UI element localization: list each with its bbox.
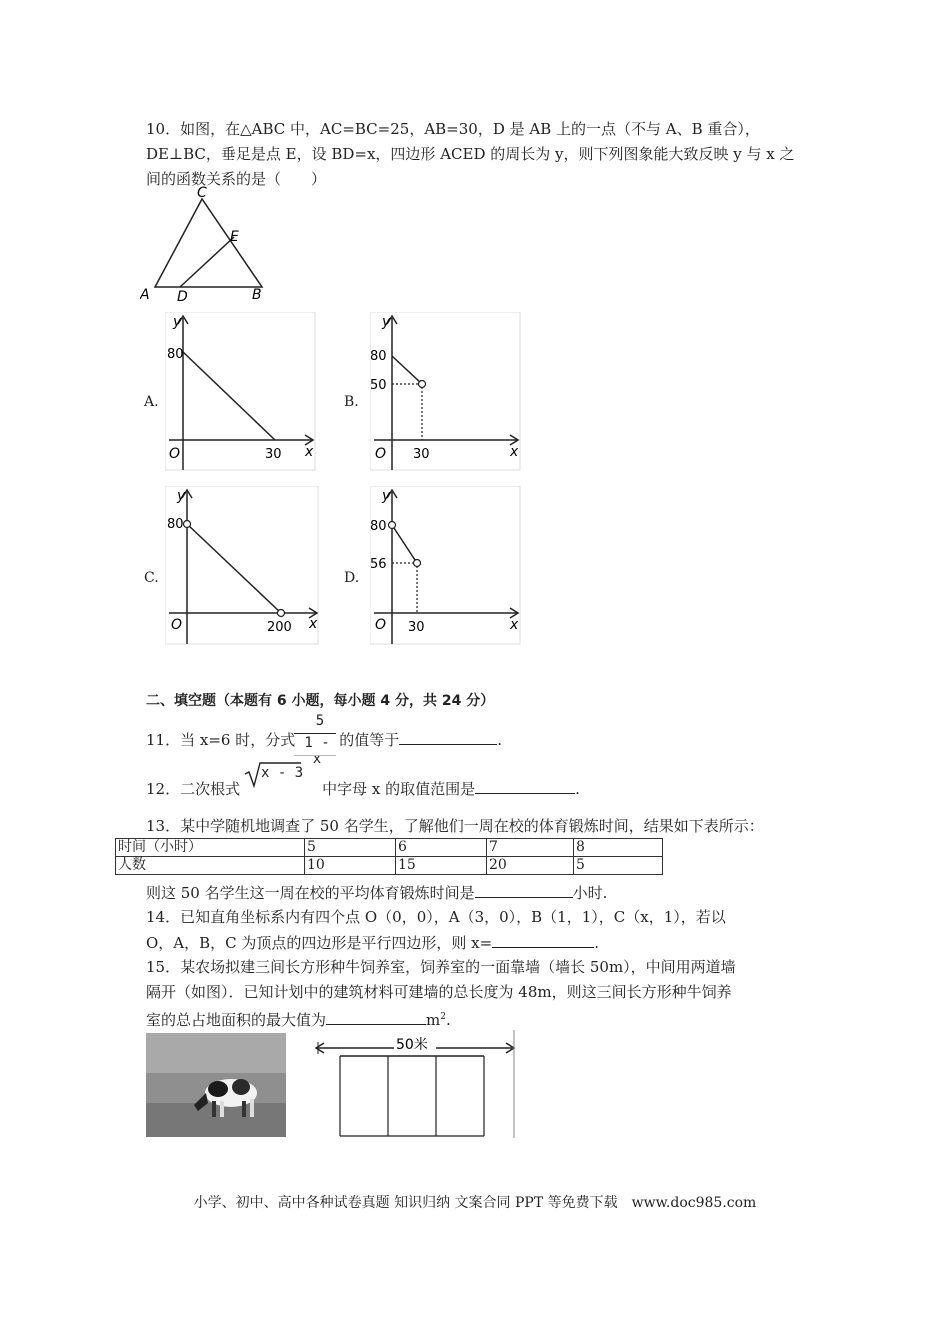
q11-end: .: [497, 731, 502, 749]
x-tick-200: 200: [267, 620, 292, 635]
q15-line2: 隔开（如图）．已知计划中的建筑材料可建墙的总长度为 48m，则这三间长方形种牛饲养: [146, 983, 732, 1001]
cow-photo: [146, 1033, 286, 1137]
origin-label: O: [375, 446, 387, 462]
y-tick-80: 80: [370, 349, 387, 364]
x-tick-30: 30: [408, 620, 425, 635]
enclosure-diagram: [310, 1030, 520, 1140]
option-a-graph: [165, 312, 317, 472]
triangle-figure: [140, 185, 270, 305]
q10-line3: 间的函数关系的是（ ）: [146, 170, 327, 188]
option-c-graph: [165, 486, 320, 646]
table-row: [116, 839, 663, 857]
table-cell: 5: [305, 839, 396, 857]
q14-line2: O，A，B，C 为顶点的四边形是平行四边形，则 x=: [146, 934, 493, 952]
label-d: D: [177, 289, 188, 305]
footer-text: 小学、初中、高中各种试卷真题 知识归纳 文案合同 PPT 等免费下载 www.doc985.com: [193, 1195, 757, 1211]
q11-suffix: 的值等于: [339, 731, 400, 749]
label-c: C: [197, 185, 207, 201]
y-tick-56: 56: [370, 557, 387, 572]
table-cell: 8: [574, 839, 663, 857]
x-axis-label: x: [305, 444, 314, 460]
q11-denominator: 1 - x: [304, 735, 330, 767]
x-tick-30: 30: [413, 447, 430, 462]
q15-line3-row: [146, 1006, 451, 1031]
origin-label: O: [169, 446, 181, 462]
y-tick-80: 80: [370, 519, 387, 534]
option-d-label: D.: [344, 570, 360, 586]
table-cell: 时间（小时）: [116, 839, 305, 857]
option-b-graph: [370, 312, 522, 472]
q12-radicand: x - 3: [261, 765, 304, 781]
y-tick-50: 50: [370, 378, 387, 393]
y-tick-80: 80: [167, 517, 184, 532]
q15-answer-blank: [326, 1008, 426, 1025]
x-axis-label: x: [510, 617, 519, 633]
table-row: [116, 857, 663, 875]
q10-line2: DE⊥BC，垂足是点 E，设 BD=x，四边形 ACED 的周长为 y，则下列图象能大致反映 y 与 x 之: [146, 145, 795, 163]
wall-length-label: 50米: [396, 1037, 428, 1053]
q11-numerator: 5: [315, 713, 325, 729]
table-cell: 20: [487, 857, 574, 875]
table-cell: 6: [396, 839, 487, 857]
q11-answer-blank: [399, 728, 497, 745]
option-d-graph: [370, 486, 522, 646]
q14-line1: 14．已知直角坐标系内有四个点 O（0，0），A（3，0），B（1，1），C（x，1），若以: [146, 908, 726, 926]
table-cell: 5: [574, 857, 663, 875]
option-b-label: B.: [344, 394, 359, 410]
label-b: B: [252, 287, 262, 303]
q15-line3: 室的总占地面积的最大值为: [146, 1011, 327, 1029]
y-axis-label: y: [382, 488, 391, 504]
q13-text: 13．某中学随机地调查了 50 名学生，了解他们一周在校的体育锻炼时间，结果如下表所示：: [146, 817, 764, 835]
y-axis-label: y: [177, 488, 186, 504]
q13-answer-blank: [475, 881, 573, 898]
q15-line1: 15．某农场拟建三间长方形种牛饲养室，饲养室的一面靠墙（墙长 50m），中间用两道墙: [146, 958, 736, 976]
label-e: E: [230, 229, 239, 245]
q13-table: [115, 838, 663, 875]
q12-answer-blank: [475, 777, 575, 794]
table-cell: 7: [487, 839, 574, 857]
q14-answer-blank: [492, 931, 594, 948]
q13-after: 则这 50 名学生这一周在校的平均体育锻炼时间是: [146, 884, 475, 902]
q15-unit-sup: 2: [440, 1012, 446, 1022]
q15-unit: m: [426, 1011, 441, 1029]
x-axis-label: x: [510, 444, 519, 460]
q12-prefix: 12．二次根式: [146, 780, 241, 798]
q11-fraction-bar: [294, 733, 336, 734]
table-cell: 10: [305, 857, 396, 875]
x-axis-label: x: [309, 616, 318, 632]
q15-end: .: [445, 1011, 451, 1029]
origin-label: O: [171, 617, 183, 633]
q14-end: .: [594, 934, 599, 952]
option-c-label: C.: [144, 570, 159, 586]
table-cell: 人数: [116, 857, 305, 875]
q13-after-line: [146, 881, 607, 904]
label-a: A: [140, 287, 150, 303]
q12-line: [146, 777, 580, 800]
origin-label: O: [375, 617, 387, 633]
q11-prefix: 11．当 x=6 时，分式: [146, 731, 296, 749]
table-cell: 15: [396, 857, 487, 875]
q12-suffix: 中字母 x 的取值范围是: [322, 780, 476, 798]
q12-end: .: [575, 780, 580, 798]
q14-line2-row: [146, 931, 599, 954]
section-heading: 二、填空题（本题有 6 小题，每小题 4 分，共 24 分）: [146, 693, 495, 709]
option-a-label: A.: [144, 394, 159, 410]
q13-after-end: 小时.: [572, 884, 608, 902]
q11-underline: [294, 755, 336, 756]
y-axis-label: y: [382, 314, 391, 330]
y-tick-80: 80: [167, 347, 184, 362]
x-tick-30: 30: [265, 447, 282, 462]
y-axis-label: y: [173, 314, 182, 330]
q10-line1: 10．如图，在△ABC 中，AC=BC=25，AB=30，D 是 AB 上的一点（不与 A、B 重合），: [146, 120, 760, 138]
